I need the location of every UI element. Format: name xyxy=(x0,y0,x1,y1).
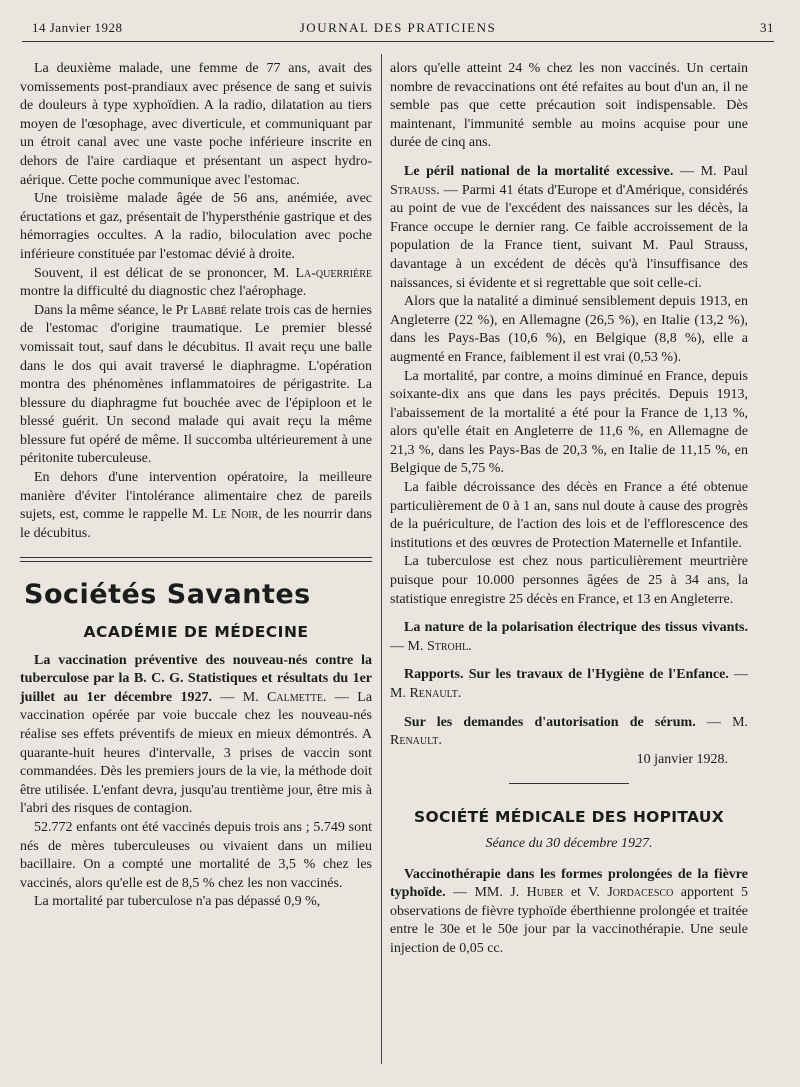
article-title: La nature de la polarisation électrique des tissus vivants. xyxy=(404,620,748,636)
subsection-heading: SOCIÉTÉ MÉDICALE DES HOPITAUX xyxy=(414,808,724,827)
section-divider xyxy=(509,783,629,784)
article: Sur les demandes d'autorisation de sérum. — M. Renault. xyxy=(390,714,749,749)
author-name: Le Noir xyxy=(212,507,259,523)
author-name: Strauss. xyxy=(390,182,440,198)
article: La nature de la polarisation électrique des tissus vivants. — M. Strohl. xyxy=(390,620,748,654)
paragraph: La mortalité, par contre, a moins diminué en France, depuis soixante-dix ans que dans les pays précités. Depuis 1913, l'abaissement de la mortalité a été pour la France de 1,13 %, alors qu'elle était en Angleterre de 11,6 %, en Allemagne de 21,3 %, dans les Pays-Bas de 20,3 %, en Italie de 11,15 %, en Belgique de 5,75 %. xyxy=(390,368,748,477)
right-column xyxy=(390,60,748,959)
author-name: Renault. xyxy=(409,686,462,701)
author-name: La-querrière xyxy=(295,265,373,281)
article: La vaccination préventive des nouveau-nés contre la tuberculose par la B. C. G. Statistiques et résultats du 1er juillet au 1er décembre 1927. — M. Calmette. — La vaccination opérée par voie buccale chez les nouveau-nés réalise ses effets préventifs de mieux en mieux démontrés. A quarante-huit heures d'intervalle, 3 prises de vaccin sont commandées. Dès les premiers jours de la vie, la méthode doit être utilisée. L'enfant devra, jusqu'au trentième jour, être mis à l'abri des risques de contagion. xyxy=(20,652,373,817)
paragraph: La mortalité par tuberculose n'a pas dépassé 0,9 %, xyxy=(34,894,321,910)
article-title: Sur les demandes d'autorisation de sérum. xyxy=(404,714,696,730)
paragraph: Souvent, il est délicat de se prononcer, M. La-querrière montre la difficulté du diagnostic chez l'aérophage. xyxy=(20,265,373,300)
header-date: 14 Janvier 1928 xyxy=(32,20,123,35)
paragraph: Dans la même séance, le Pr Labbé relate trois cas de hernies de l'estomac d'origine traumatique. Le premier blessé vomissait tout, sauf dans le décubitus. Il avait reçu une balle dans le dos qui avait traversé le diaphragme. L'opération montra des phénomènes inflammatoires de périgastrite. La blessure du diaphragme fut bouchée avec de l'épiploon et le blessé guérit. Un second malade qui avait reçu la même blessure fut opéré de même. Il succomba ultérieurement à une péritonite tuberculeuse. xyxy=(20,302,372,467)
article-title: Vaccinothérapie dans les formes prolongées de la fièvre typhoïde. xyxy=(390,866,748,901)
session-date: Séance du 30 décembre 1927. xyxy=(485,835,653,851)
paragraph: La faible décroissance des décès en France a été obtenue particulièrement de 0 à 1 an, sans nul doute à cause des progrès de la puériculture, de l'action des lois et de l'efflorescence des institutions et des œuvres de Protection Maternelle et Infantile. xyxy=(390,480,748,551)
author-name: Renault. xyxy=(390,733,442,749)
author-name: Calmette. xyxy=(267,689,327,705)
paragraph: alors qu'elle atteint 24 % chez les non vaccinés. Un certain nombre de revaccinations ont été refaites au bout d'un an, il ne semble pas que cette précaution soit indispensable. Dès maintenant, l'immunité semble au moins acquise pour une durée de cinq ans. xyxy=(390,61,748,151)
page-number: 31 xyxy=(760,20,774,35)
paragraph: La deuxième malade, une femme de 77 ans, avait des vomissements post-prandiaux avec présence de sang et suivis de douleurs à type xyphoïdien. A la radio, dilatation au tiers moyen de l'œsophage, avec diverticule, et communiquant par un étroit canal avec une vaste poche inférieure inscrite en dehors de l'aire cardiaque et présentant un aspect hydro-aérique. Cette poche communique avec l'estomac. xyxy=(20,61,372,188)
journal-title: JOURNAL DES PRATICIENS xyxy=(299,20,497,35)
author-name: Labbé xyxy=(191,302,227,318)
author-name: Strohl. xyxy=(426,638,472,654)
left-column xyxy=(20,60,372,912)
article: Le péril national de la mortalité excessive. — M. Paul Strauss. — Parmi 41 états d'Europe et d'Amérique, considérés au point de vue de l'excédent des naissances sur les décès, la France occupe le dernier rang. Ce faible accroissement de la population de la France tient, suivant M. Paul Strauss, davantage à un excédent de décès qu'à l'insuffisance des naissances, si évidente et si regrettable que soit celle-ci. xyxy=(390,163,748,291)
paragraph: Alors que la natalité a diminué sensiblement depuis 1913, en Angleterre (22 %), en Allemagne (26,5 %), en Italie (13,2 %), dans les Pays-Bas (10,6 %), en Belgique (8,8 %), elle a augmenté en France, faiblement il est vrai (0,53 %). xyxy=(390,294,748,365)
author-name: Jordacesco xyxy=(607,885,674,901)
subsection-heading: ACADÉMIE DE MÉDECINE xyxy=(83,623,309,642)
article: Vaccinothérapie dans les formes prolongées de la fièvre typhoïde. — MM. J. Huber et V. Jordacesco apportent 5 observations de fièvre typhoïde éberthienne prolongée et traitée entre le 30e et le 50e jour par la vaccinothérapie. Une seule injection de 0,05 cc. xyxy=(390,866,749,956)
paragraph: 52.772 enfants ont été vaccinés depuis trois ans ; 5.749 sont nés de mères tuberculeuses ou vivaient dans un milieu bacillaire. On a compté une mortalité de 3,5 % chez les vaccinés, alors qu'elle est de 8,5 % chez les non vaccinés. xyxy=(20,819,372,891)
paragraph: La tuberculose est chez nous particulièrement meurtrière puisque pour 10.000 personnes âgées de 25 à 34 ans, la statistique enregistre 25 décès en France, et 13 en Angleterre. xyxy=(390,554,748,607)
section-divider xyxy=(20,557,372,562)
article-title: Rapports. Sur les travaux de l'Hygiène de l'Enfance. xyxy=(404,667,729,683)
paragraph: Une troisième malade âgée de 56 ans, anémiée, avec éructations et gaz, présentait de l'hypersthénie gastrique et des hémorragies occultes. A la radio, biloculation avec poche inférieure constituée par l'estomac dévié à droite. xyxy=(20,191,372,262)
date-line: 10 janvier 1928. xyxy=(636,751,728,767)
section-heading: Sociétés Savantes xyxy=(24,579,311,611)
article: Rapports. Sur les travaux de l'Hygiène de l'Enfance. — M. Renault. xyxy=(390,667,749,701)
article-title: Le péril national de la mortalité excessive. xyxy=(404,163,674,179)
article-title: La vaccination préventive des nouveau-nés contre la tuberculose par la B. C. G. Statistiques et résultats du 1er juillet au 1er décembre 1927. xyxy=(20,652,372,705)
column-divider xyxy=(381,54,382,1064)
paragraph: En dehors d'une intervention opératoire, la meilleure manière d'éviter l'intolérance alimentaire chez de pareils sujets, est, comme le rappelle M. Le Noir, de les nourrir dans le décubitus. xyxy=(20,470,372,541)
header-rule xyxy=(22,41,774,42)
author-name: Huber xyxy=(526,885,564,901)
